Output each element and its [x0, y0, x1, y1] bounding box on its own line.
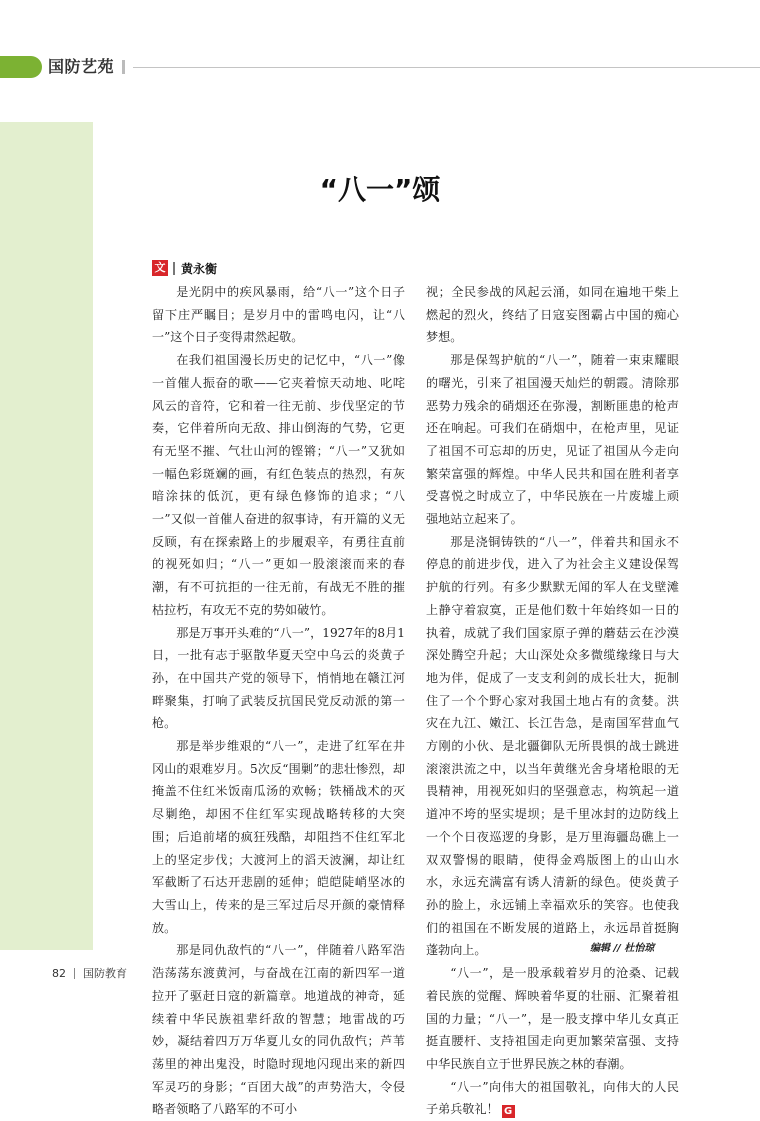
- magazine-name: 国防教育: [83, 967, 127, 980]
- section-divider-mark: [122, 60, 125, 74]
- page-footer: [52, 966, 127, 980]
- editor-credit: 编辑 // 杜怡琼: [590, 943, 655, 954]
- footer-divider: [74, 968, 75, 979]
- article-paragraph: 那是万事开头难的“八一”，1927年的8月1日，一批有志于驱散华夏天空中乌云的炎黄子孙，在中国共产党的领导下，悄悄地在赣江河畔聚集，打响了武装反抗国民党反动派的第一枪。: [152, 625, 405, 731]
- section-rule-line: [133, 67, 760, 68]
- article-paragraph: 在我们祖国漫长历史的记忆中，“八一”像一首催人振奋的歌——它夹着惊天动地、叱咤风云的音符，它和着一往无前、步伐坚定的节奏，它伴着所向无敌、排山倒海的气势，它更有无坚不摧、气壮山河的铿锵；“八一”又犹如一幅色彩斑斓的画，有红色装点的热烈，有灰暗涂抹的低沉，更有绿色修饰的追求；“八一”又似一首催人奋进的叙事诗，有开篇的义无反顾，有在探索路上的步履艰辛，有勇往直前的视死如归；“八一”更如一股滚滚而来的春潮，有不可抗拒的一往无前，有战无不胜的摧枯拉朽，有攻无不克的势如破竹。: [152, 353, 405, 617]
- article-paragraph: 那是举步维艰的“八一”，走进了红军在井冈山的艰难岁月。5次反“围剿”的悲壮惨烈，却掩盖不住红米饭南瓜汤的欢畅；铁桶战术的灭尽剿绝，却困不住红军实现战略转移的大突围；后追前堵的疯狂残酷，却阻挡不住红军北上的坚定步伐；大渡河上的滔天波澜，却让红军截断了石达开悲剧的延伸；皑皑陡峭坚冰的大雪山上，传来的是三军过后尽开颜的豪情释放。: [152, 739, 405, 935]
- section-accent-bar: [0, 56, 42, 78]
- article-paragraph: 那是同仇敌忾的“八一”，伴随着八路军浩浩荡荡东渡黄河，与奋战在江南的新四军一道拉开了驱赶日寇的新篇章。地道战的神奇，延续着中华民族祖辈纤敌的智慧；地雷战的巧妙，凝结着四万万华夏儿女的同仇敌忾；芦苇荡里的神出鬼没，时隐时现地闪现出来的新四军灵巧的身影；“百团大战”的声势浩大，令侵略者领略了八路军的不可小: [152, 943, 405, 1117]
- article-title: “八一”颂: [319, 173, 441, 206]
- article-paragraph: 视；全民参战的风起云涌，如同在遍地干柴上燃起的烈火，终结了日寇妄图霸占中国的痴心梦想。: [426, 285, 679, 345]
- author-mark-icon: 文: [152, 260, 168, 276]
- article-paragraph: 那是保驾护航的“八一”，随着一束束耀眼的曙光，引来了祖国漫天灿烂的朝霞。清除那恶势力残余的硝烟还在弥漫，割断匪患的枪声还在响起。可我们在硝烟中，在枪声里，见证了祖国不可忘却的历史，见证了祖国从今走向繁荣富强的辉煌。中华人民共和国在胜利者享受喜悦之时成立了，中华民族在一片废墟上顽强地站立起来了。: [426, 353, 679, 527]
- article-paragraph: “八一”，是一股承载着岁月的沧桑、记载着民族的觉醒、辉映着华夏的壮丽、汇聚着祖国的力量；“八一”，是一股支撑中华儿女真正挺直腰杆、支持祖国走向更加繁荣富强、支持中华民族自立于世界民族之林的春潮。: [426, 966, 679, 1071]
- decorative-side-band: [0, 122, 93, 950]
- end-of-article-icon: G: [502, 1105, 515, 1118]
- author-name: 黄永衡: [181, 261, 218, 276]
- article-paragraph: 那是浇铜铸铁的“八一”，伴着共和国永不停息的前进步伐，进入了为社会主义建设保驾护航的行列。有多少默默无闻的军人在戈壁滩上静守着寂寞，正是他们数十年始终如一日的执着，成就了我们国家原子弹的蘑菇云在沙漠深处腾空升起；大山深处众多微缆缘缘日与大地为伴，促成了一支支利剑的成长壮大，扼制住了一个个野心家对我国土地占有的贪婪。洪灾在九江、嫩江、长江告急，是南国军营血气方刚的小伙、是北疆御队无所畏惧的战士跳进滚滚洪流之中，以当年黄继光舍身堵枪眼的无畏精神，用视死如归的坚强意志，构筑起一道道冲不垮的坚实堤坝；是千里冰封的边防线上一个个日夜巡逻的身影，是万里海疆岛礁上一双双警惕的眼睛，使得金鸡版图上的山山水水，永远充满富有诱人清新的绿色。使炎黄子孙的脸上，永远铺上幸福欢乐的笑容。也使我们的祖国在不断发展的道路上，永远昂首挺胸蓬勃向上。: [426, 534, 679, 958]
- byline-divider: [173, 262, 175, 275]
- page-number: 82: [52, 966, 66, 980]
- article-paragraph: 是光阴中的疾风暴雨，给“八一”这个日子留下庄严瞩目；是岁月中的雷鸣电闪，让“八一”这个日子变得肃然起敬。: [152, 285, 405, 345]
- section-title: 国防艺苑: [48, 57, 115, 76]
- article-column-left: [152, 281, 405, 1121]
- byline: [152, 259, 217, 277]
- article-paragraph: “八一”向伟大的祖国敬礼，向伟大的人民子弟兵敬礼！ G: [426, 1079, 679, 1118]
- article-column-right: [426, 281, 679, 1121]
